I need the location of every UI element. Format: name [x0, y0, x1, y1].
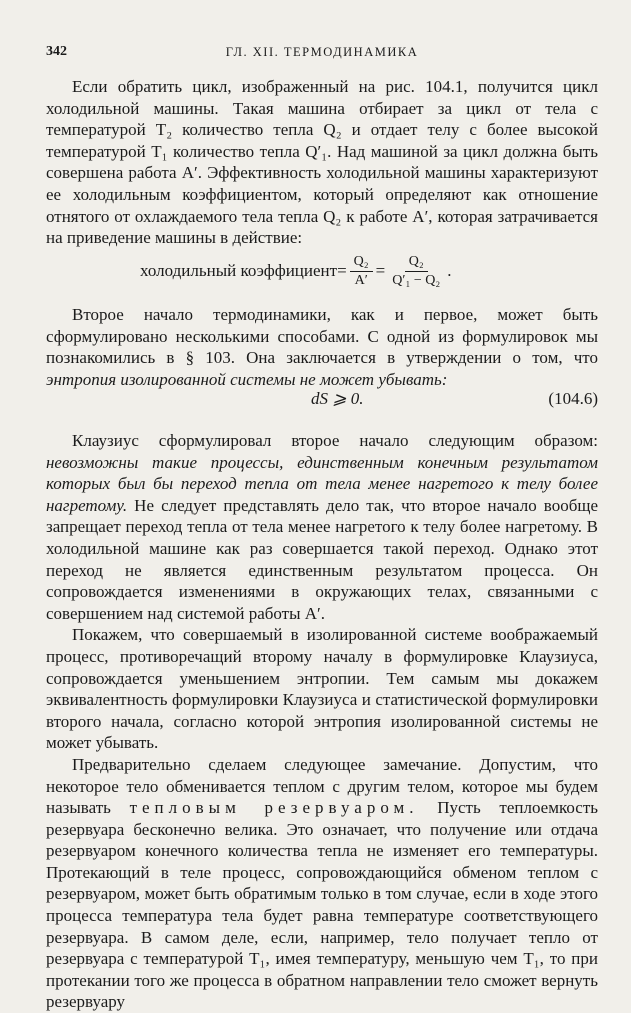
paragraph-refrigerator-cycle: Если обратить цикл, изображенный на рис. 104.1, получится цикл холодильной машины. Такая машина отбирает за цикл от тела с температурой T₂ количество тепла Q₂ и отдает телу с более высокой температурой T₁ количество тепла Q′₁. Над машиной за цикл должна быть совершена работа A′. Эффективность холодильной машины характеризуют ее холодильным коэффициентом, который определяют как отношение отнятого от охлаждаемого тела тепла Q₂ к работе A′, которая затрачивается на приведение машины в действие:	[46, 77, 598, 248]
entropy-statement: энтропия изолированной системы не может убывать:	[46, 369, 448, 389]
paragraph-second-law-intro	[46, 304, 598, 390]
text-block-1	[46, 76, 598, 249]
fraction-denominator: Q′₁ − Q₂	[392, 272, 441, 288]
paragraph-equivalence: Покажем, что совершаемый в изолированной системе воображаемый процесс, противоречащий второму началу в формулировке Клаузиуса, сопровождается уменьшением энтропии. Тем самым мы докажем эквивалентность формулировки Клаузиуса и статистической формулировки второго начала, согласно которой энтропия изолированной системы не может убывать.	[46, 625, 598, 753]
entropy-inequality: dS ⩾ 0.	[311, 389, 364, 408]
formula-end-period: .	[447, 261, 452, 280]
page-header	[46, 44, 598, 66]
page-number: 342	[46, 44, 67, 59]
fraction-denominator: A′	[354, 272, 368, 288]
formula-104-6	[46, 389, 598, 413]
formula-refrigeration-coefficient	[140, 246, 451, 296]
fraction-numerator: Q₂	[405, 254, 428, 272]
paragraph-text: Клаузиус сформулировал второе начало следующим образом:	[72, 431, 598, 450]
paragraph-text: Пусть теплоемкость резервуара бесконечно велика. Это означает, что получение или отдача резервуаром конечного количества тепла не изменяет его температуры. Протекающий в теле процесс, сопровождающийся обменом теплом с резервуаром, может быть обратимым только в том случае, если в ходе этого процесса температура тела будет равна температуре соответствующего резервуара. В самом деле, если, например, тело получает тепло от резервуара с температурой T₁, имея температуру, меньшую чем T₁, то при протекании того же процесса в обратном направлении тело сможет вернуть резервуару	[46, 798, 599, 1012]
paragraph-text: Второе начало термодинамики, как и первое, может быть сформулировано несколькими способами. С одной из формулировок мы познакомились в § 103. Она заключается в утверждении о том, что	[46, 305, 598, 368]
chapter-title: ГЛ. XII. ТЕРМОДИНАМИКА	[225, 45, 419, 59]
fraction-q2-over-difference	[388, 254, 444, 289]
paragraph-text: Предварительно сделаем следующее замечание. Допустим, что некоторое тело обменивается теплом с другим телом, которое мы будем называть	[46, 754, 598, 818]
term-thermal-reservoir: тепловым резервуаром.	[129, 798, 419, 818]
text-block-2	[46, 304, 598, 390]
equals-sign: =	[375, 261, 386, 280]
equation-number: (104.6)	[548, 389, 598, 408]
text-block-3	[46, 430, 598, 1013]
clausius-statement: невозможны такие процессы, единственным конечным результатом которых был бы переход тепла от тела менее нагретого к телу более нагретому.	[46, 452, 598, 515]
paragraph-clausius	[46, 430, 598, 624]
formula-label: холодильный коэффициент	[140, 261, 338, 280]
fraction-q2-over-a	[350, 254, 373, 289]
paragraph-thermal-reservoir	[46, 754, 598, 1013]
equals-sign: =	[337, 261, 347, 280]
fraction-numerator: Q₂	[350, 254, 373, 272]
paragraph-text: Не следует представлять дело так, что второе начало вообще запрещает переход тепла от тела менее нагретого к телу более нагретому. В холодильной машине как раз совершается такой переход. Однако этот переход не является единственным результатом процесса. Он сопровождается изменениями в окружающих телах, связанными с совершением над системой работы A′.	[46, 495, 598, 623]
